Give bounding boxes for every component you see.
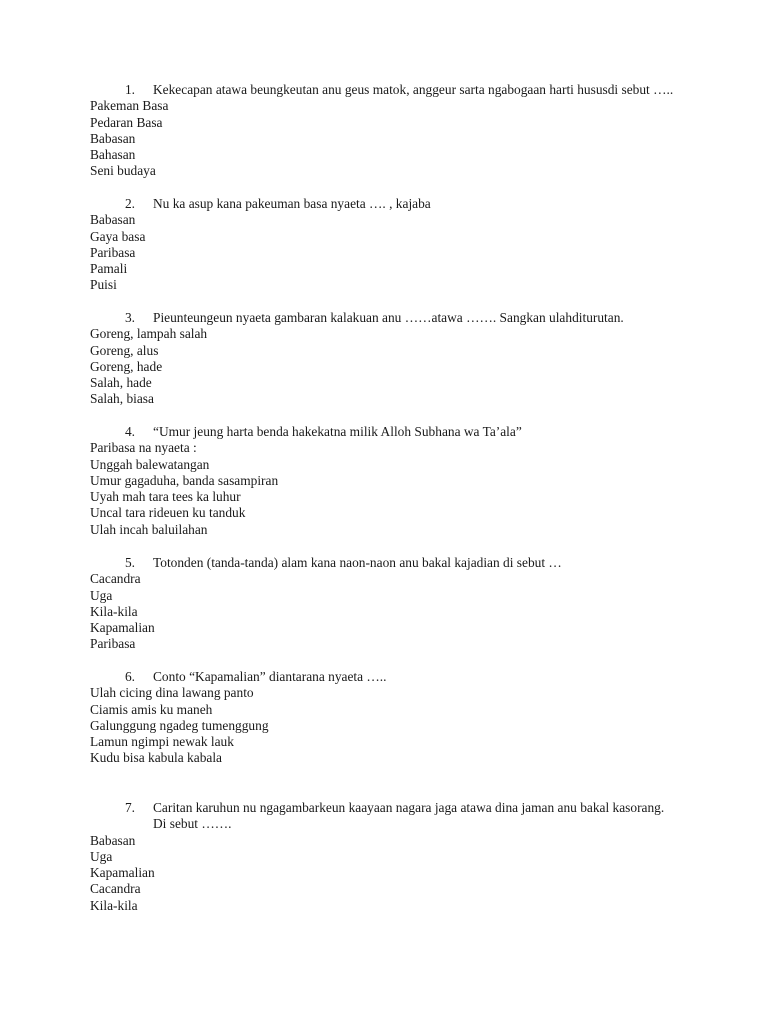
question-stem xyxy=(90,82,690,98)
question-number: 4. xyxy=(124,424,135,439)
option-b: Uga xyxy=(90,587,113,603)
option-b: Gaya basa xyxy=(90,228,146,244)
option-a: Cacandra xyxy=(90,571,141,587)
question-7 xyxy=(90,800,690,914)
option-e: Puisi xyxy=(90,277,117,293)
option-e: Salah, biasa xyxy=(90,391,154,407)
question-text: Conto “Kapamalian” diantarana nyaeta ….. xyxy=(153,669,387,684)
question-text: Nu ka asup kana pakeuman basa nyaeta …. , kajaba xyxy=(153,196,431,211)
answer-options xyxy=(90,833,690,914)
option-a: Babasan xyxy=(90,212,136,228)
question-3 xyxy=(90,310,690,408)
option-b: Uga xyxy=(90,848,113,864)
question-prompt: Paribasa na nyaeta : xyxy=(90,440,197,456)
question-number: 3. xyxy=(124,310,135,325)
question-stem xyxy=(90,310,690,326)
question-stem xyxy=(90,800,690,816)
question-number: 7. xyxy=(124,800,135,815)
option-b: Pedaran Basa xyxy=(90,114,163,130)
option-b: Umur gagaduha, banda sasampiran xyxy=(90,472,279,488)
option-e: Ulah incah baluilahan xyxy=(90,521,208,537)
option-c: Galunggung ngadeg tumenggung xyxy=(90,717,269,733)
question-number: 6. xyxy=(124,669,135,684)
option-a: Unggah balewatangan xyxy=(90,456,210,472)
option-d: Cacandra xyxy=(90,881,141,897)
option-b: Ciamis amis ku maneh xyxy=(90,701,213,717)
question-text-continued: Di sebut ……. xyxy=(153,816,232,832)
answer-options xyxy=(90,457,690,538)
option-c: Goreng, hade xyxy=(90,358,163,374)
question-text: Caritan karuhun nu ngagambarkeun kaayaan nagara jaga atawa dina jaman anu bakal kasorang. xyxy=(153,800,665,815)
answer-options xyxy=(90,98,690,179)
question-stem xyxy=(90,669,690,685)
option-e: Kila-kila xyxy=(90,897,138,913)
question-4 xyxy=(90,424,690,538)
question-text: “Umur jeung harta benda hakekatna milik Alloh Subhana wa Ta’ala” xyxy=(153,424,522,439)
option-a: Goreng, lampah salah xyxy=(90,326,208,342)
question-text: Totonden (tanda-tanda) alam kana naon-naon anu bakal kajadian di sebut … xyxy=(153,555,562,570)
option-a: Babasan xyxy=(90,832,136,848)
option-a: Pakeman Basa xyxy=(90,98,169,114)
question-number: 2. xyxy=(124,196,135,211)
question-stem-continued xyxy=(90,816,690,832)
option-e: Seni budaya xyxy=(90,163,156,179)
answer-options xyxy=(90,571,690,652)
question-2 xyxy=(90,196,690,294)
question-5 xyxy=(90,555,690,653)
option-d: Salah, hade xyxy=(90,375,152,391)
question-text: Kekecapan atawa beungkeutan anu geus matok, anggeur sarta ngabogaan harti hususdi sebut ….. xyxy=(153,82,674,97)
answer-options xyxy=(90,212,690,293)
question-text: Pieunteungeun nyaeta gambaran kalakuan anu ……atawa ……. Sangkan ulahditurutan. xyxy=(153,310,624,325)
option-e: Paribasa xyxy=(90,636,136,652)
question-stem xyxy=(90,196,690,212)
question-6 xyxy=(90,669,690,767)
option-d: Kapamalian xyxy=(90,620,155,636)
option-d: Pamali xyxy=(90,261,128,277)
question-stem xyxy=(90,555,690,571)
option-c: Kapamalian xyxy=(90,865,155,881)
option-b: Goreng, alus xyxy=(90,342,159,358)
question-stem xyxy=(90,424,690,440)
answer-options xyxy=(90,326,690,407)
option-d: Lamun ngimpi newak lauk xyxy=(90,734,234,750)
option-c: Uyah mah tara tees ka luhur xyxy=(90,489,241,505)
question-number: 5. xyxy=(124,555,135,570)
question-number: 1. xyxy=(124,82,135,97)
option-c: Babasan xyxy=(90,130,136,146)
option-a: Ulah cicing dina lawang panto xyxy=(90,685,254,701)
option-c: Kila-kila xyxy=(90,603,138,619)
option-c: Paribasa xyxy=(90,244,136,260)
answer-options xyxy=(90,685,690,766)
option-d: Uncal tara rideuen ku tanduk xyxy=(90,505,246,521)
option-d: Bahasan xyxy=(90,147,136,163)
question-1 xyxy=(90,82,690,180)
option-e: Kudu bisa kabula kabala xyxy=(90,750,223,766)
